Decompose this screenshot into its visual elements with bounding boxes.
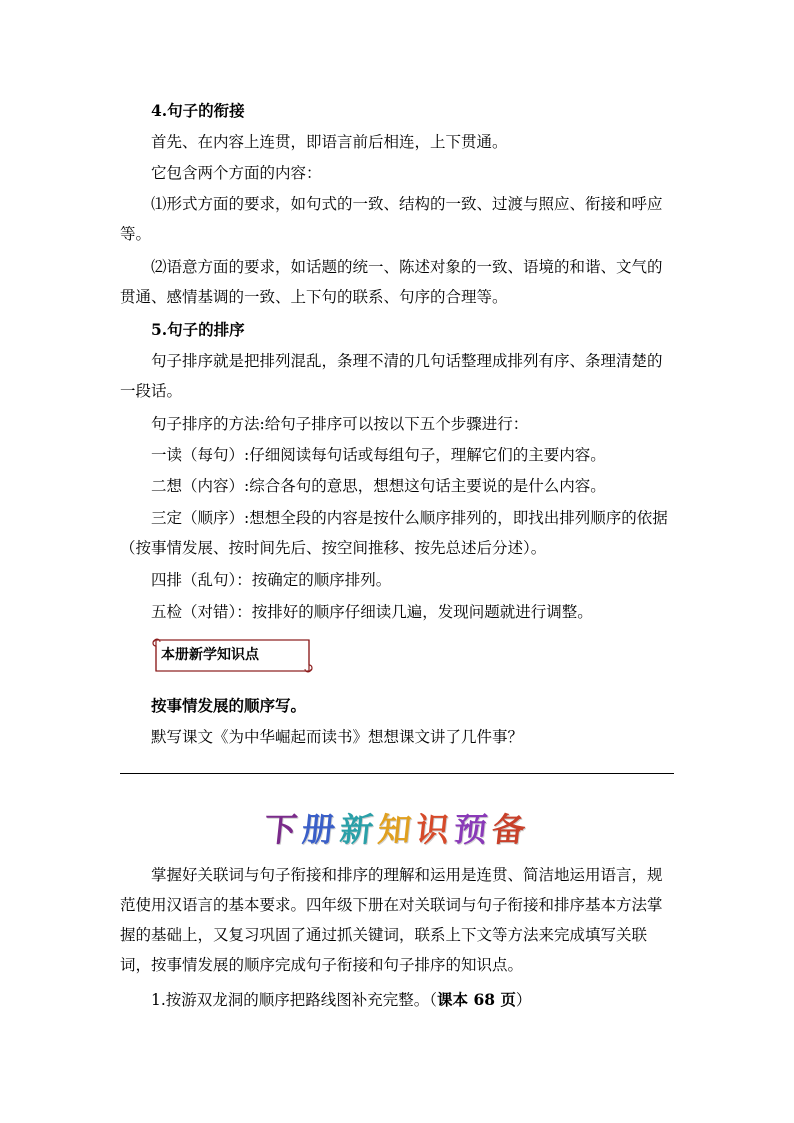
section-4-paragraph-1: 首先、在内容上连贯，即语言前后相连，上下贯通。	[151, 133, 508, 151]
step-4: 四排（乱句）：按确定的顺序排列。	[151, 571, 392, 589]
preview-paragraph: 掌握好关联词与句子衔接和排序的理解和运用是连贯、简洁地运用语言，规范使用汉语言的基本要求。四年级下册在对关联词与句子衔接和排序基本方法掌握的基础上，又复习巩固了通过抓关键词，联系上下文等方法来完成填写关联词，按事情发展的顺序完成句子衔接和句子排序的知识点。	[120, 866, 663, 974]
new-knowledge-text: 默写课文《为中华崛起而读书》想想课文讲了几件事？	[151, 728, 524, 746]
preview-title	[0, 808, 794, 852]
preview-item-1	[120, 985, 676, 1015]
section-4-paragraph-4: ⑵语意方面的要求，如话题的统一、陈述对象的一致、语境的和谐、文气的贯通、感情基调的一致、上下句的联系、句序的合理等。	[120, 258, 663, 306]
section-4-paragraph-2: 它包含两个方面的内容：	[151, 164, 322, 182]
section-5-paragraph-1: 句子排序就是把排列混乱，条理不清的几句话整理成排列有序、条理清楚的一段话。	[120, 352, 663, 400]
preview-title-char: 下	[262, 810, 305, 849]
section-4-paragraph-3: ⑴形式方面的要求，如句式的一致、结构的一致、过渡与照应、衔接和呼应等。	[120, 195, 663, 243]
preview-title-char: 知	[376, 810, 419, 849]
section-4-heading: 4.句子的衔接	[151, 101, 245, 120]
preview-item-1-close: ）	[515, 991, 532, 1009]
step-5: 五检（对错）：按排好的顺序仔细读几遍，发现问题就进行调整。	[151, 603, 593, 621]
section-divider	[120, 773, 674, 774]
step-1: 一读（每句）:仔细阅读每句话或每组句子，理解它们的主要内容。	[151, 446, 606, 464]
preview-title-char: 备	[490, 810, 533, 849]
step-3: 三定（顺序）:想想全段的内容是按什么顺序排列的，即找出排列顺序的依据（按事情发展、按时间先后、按空间推移、按先总述后分述）。	[120, 509, 668, 557]
preview-title-char: 预	[452, 810, 495, 849]
preview-title-char: 识	[414, 810, 457, 849]
section-5-heading: 5.句子的排序	[151, 320, 245, 339]
new-knowledge-heading: 按事情发展的顺序写。	[151, 696, 307, 715]
preview-title-char: 册	[300, 810, 343, 849]
section-5-paragraph-2: 句子排序的方法:给句子排序可以按以下五个步骤进行：	[151, 415, 529, 433]
step-2: 二想（内容）:综合各句的意思，想想这句话主要说的是什么内容。	[151, 477, 606, 495]
preview-title-char: 新	[338, 810, 381, 849]
new-knowledge-box-label: 本册新学知识点	[161, 647, 259, 663]
preview-item-1-ref: 课本 68 页	[437, 990, 516, 1009]
preview-item-1-text: 1.按游双龙洞的顺序把路线图补充完整。（	[151, 991, 438, 1009]
